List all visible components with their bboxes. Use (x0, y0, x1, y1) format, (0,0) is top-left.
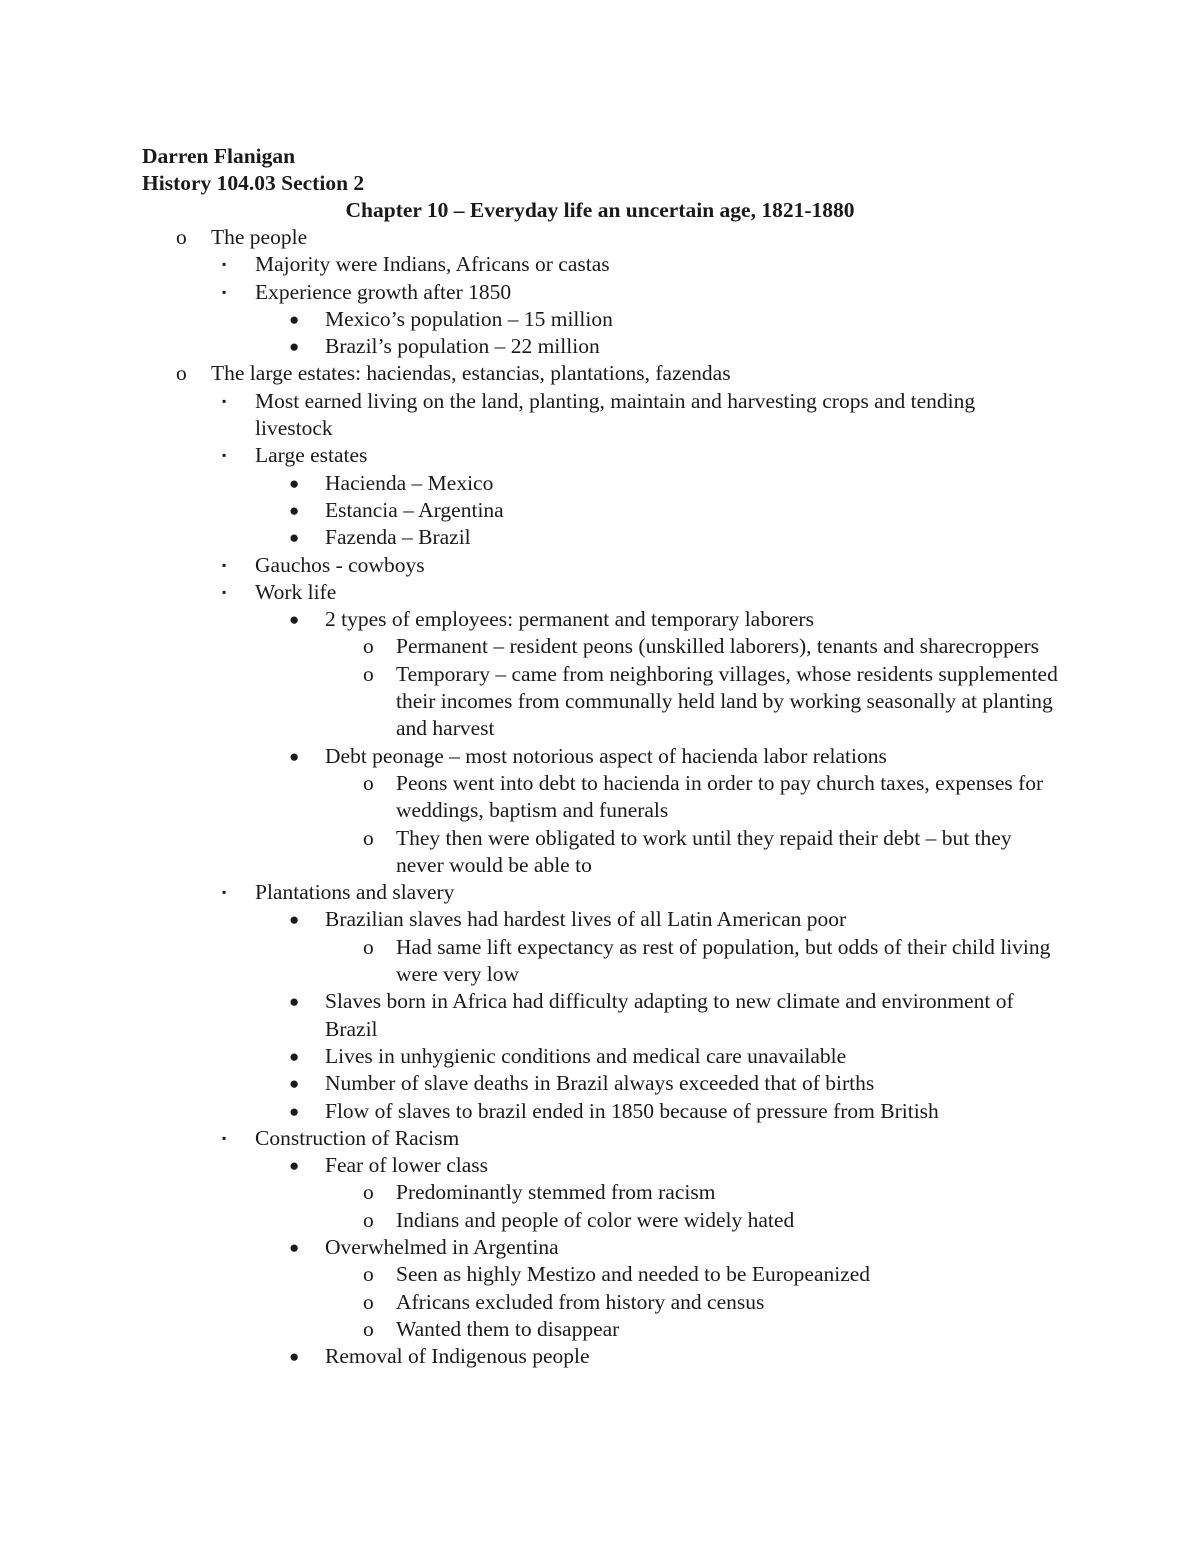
outline-item-level-4 (0, 770, 1200, 825)
bullet-icon: ▪ (222, 557, 227, 572)
outline-item-level-2 (0, 279, 1200, 306)
bullet-icon: o (363, 1316, 374, 1341)
author-name: Darren Flanigan (142, 144, 296, 168)
bullet-icon: ● (289, 746, 300, 766)
outline-item-text: Seen as highly Mestizo and needed to be Europeanized (396, 1262, 871, 1287)
outline-item-text: Africans excluded from history and census (396, 1289, 765, 1314)
outline-item-level-3 (0, 497, 1200, 524)
bullet-icon: ▪ (222, 257, 227, 272)
outline-item-text: Lives in unhygienic conditions and medical care unavailable (325, 1043, 847, 1068)
outline-item-text: Peons went into debt to hacienda in order to pay church taxes, expenses for weddings, baptism and funerals (396, 770, 1044, 823)
bullet-icon: o (363, 1207, 374, 1232)
chapter-title: Chapter 10 – Everyday life an uncertain age, 1821-1880 (345, 198, 855, 222)
course-title: History 104.03 Section 2 (142, 171, 365, 195)
outline-item-level-3 (0, 988, 1200, 1043)
outline-item-level-4 (0, 1261, 1200, 1288)
bullet-icon: ● (289, 1156, 300, 1176)
bullet-icon: o (363, 825, 374, 850)
outline-item-text: Flow of slaves to brazil ended in 1850 because of pressure from British (325, 1098, 939, 1123)
outline-item-level-4 (0, 825, 1200, 880)
outline-item-text: Slaves born in Africa had difficulty adapting to new climate and environment of Brazil (325, 989, 1014, 1041)
bullet-icon: o (363, 1289, 374, 1314)
outline-item-level-2 (0, 879, 1200, 906)
bullet-icon: o (363, 1262, 374, 1287)
outline-item-text: Predominantly stemmed from racism (396, 1180, 716, 1205)
bullet-icon: ▪ (222, 584, 227, 599)
outline-item-text: Fazenda – Brazil (325, 525, 471, 550)
bullet-icon: o (363, 1180, 374, 1205)
outline-item-text: Fear of lower class (325, 1153, 488, 1178)
outline-item-level-4 (0, 1179, 1200, 1206)
outline-item-level-3 (0, 306, 1200, 333)
outline-item-level-1 (0, 224, 1200, 251)
outline-item-text: Brazilian slaves had hardest lives of all Latin American poor (325, 907, 847, 932)
outline-item-level-4 (0, 1289, 1200, 1316)
outline-item-level-3 (0, 524, 1200, 551)
outline-item-level-4 (0, 1316, 1200, 1343)
outline-item-text: Debt peonage – most notorious aspect of hacienda labor relations (325, 743, 887, 768)
outline-item-level-2 (0, 579, 1200, 606)
bullet-icon: ▪ (222, 1130, 227, 1145)
outline-item-text: Mexico’s population – 15 million (325, 306, 613, 331)
outline-item-level-4 (0, 633, 1200, 660)
outline-item-text: Work life (255, 579, 337, 604)
outline-item-level-4 (0, 934, 1200, 989)
bullet-icon: ● (289, 1237, 300, 1257)
outline-item-text: The people (211, 225, 308, 249)
bullet-icon: ● (289, 910, 300, 930)
outline-item-text: Gauchos - cowboys (255, 552, 425, 577)
bullet-icon: ● (289, 528, 300, 548)
bullet-icon: o (363, 770, 374, 795)
bullet-icon: ▪ (222, 284, 227, 299)
outline-item-text: Hacienda – Mexico (325, 470, 494, 495)
outline-item-text: Removal of Indigenous people (325, 1344, 590, 1369)
bullet-icon: ● (289, 473, 300, 493)
outline-item-level-2 (0, 388, 1200, 443)
bullet-icon: ● (289, 309, 300, 329)
outline-item-text: Permanent – resident peons (unskilled laborers), tenants and sharecroppers (396, 634, 1040, 659)
outline-item-level-3 (0, 1234, 1200, 1261)
bullet-icon: ● (289, 992, 300, 1012)
outline-item-text: The large estates: haciendas, estancias, plantations, fazendas (211, 361, 731, 386)
notes-outline (0, 224, 1200, 1370)
bullet-icon: ● (289, 1074, 300, 1094)
outline-item-text: Indians and people of color were widely hated (396, 1207, 795, 1232)
outline-item-level-4 (0, 1207, 1200, 1234)
outline-item-text: Number of slave deaths in Brazil always exceeded that of births (325, 1071, 875, 1096)
outline-item-level-3 (0, 333, 1200, 360)
bullet-icon: ● (289, 610, 300, 630)
outline-item-text: Majority were Indians, Africans or castas (255, 252, 610, 277)
outline-item-level-3 (0, 1070, 1200, 1097)
outline-item-level-4 (0, 661, 1200, 743)
outline-item-level-2 (0, 442, 1200, 469)
outline-item-level-2 (0, 251, 1200, 278)
bullet-icon: ▪ (222, 448, 227, 463)
bullet-icon: ● (289, 1046, 300, 1066)
bullet-icon: ● (289, 337, 300, 357)
outline-item-level-3 (0, 1043, 1200, 1070)
outline-item-text: They then were obligated to work until they repaid their debt – but they never would be able to (396, 825, 1012, 877)
outline-item-level-3 (0, 1152, 1200, 1179)
bullet-icon: ● (289, 500, 300, 520)
outline-item-text: Estancia – Argentina (325, 497, 504, 522)
bullet-icon: ● (289, 1101, 300, 1121)
outline-item-text: Overwhelmed in Argentina (325, 1234, 559, 1259)
outline-item-level-3 (0, 906, 1200, 933)
outline-item-level-3 (0, 1098, 1200, 1125)
bullet-icon: o (363, 934, 374, 959)
outline-item-text: Most earned living on the land, planting, maintain and harvesting crops and tending livestock (255, 388, 976, 441)
outline-item-text: Large estates (255, 443, 368, 468)
bullet-icon: ▪ (222, 393, 227, 408)
outline-item-text: 2 types of employees: permanent and temporary laborers (325, 607, 814, 632)
outline-item-level-2 (0, 1125, 1200, 1152)
outline-item-level-1 (0, 360, 1200, 387)
outline-item-level-3 (0, 606, 1200, 633)
bullet-icon: o (176, 225, 187, 249)
outline-item-text: Construction of Racism (255, 1125, 460, 1150)
bullet-icon: o (176, 361, 187, 386)
outline-item-text: Experience growth after 1850 (255, 279, 512, 304)
bullet-icon: o (363, 634, 374, 659)
outline-item-text: Temporary – came from neighboring villages, whose residents supplemented their incomes from communally held land by working seasonally at planting and harvest (396, 661, 1058, 741)
outline-item-text: Wanted them to disappear (396, 1316, 620, 1341)
bullet-icon: ● (289, 1347, 300, 1367)
outline-item-level-3 (0, 1343, 1200, 1370)
outline-item-level-3 (0, 470, 1200, 497)
outline-item-level-3 (0, 743, 1200, 770)
bullet-icon: ▪ (222, 885, 227, 900)
bullet-icon: o (363, 661, 374, 686)
outline-item-level-2 (0, 552, 1200, 579)
outline-item-text: Brazil’s population – 22 million (325, 334, 600, 359)
outline-item-text: Had same lift expectancy as rest of population, but odds of their child living were very low (396, 934, 1051, 987)
outline-item-text: Plantations and slavery (255, 880, 455, 905)
